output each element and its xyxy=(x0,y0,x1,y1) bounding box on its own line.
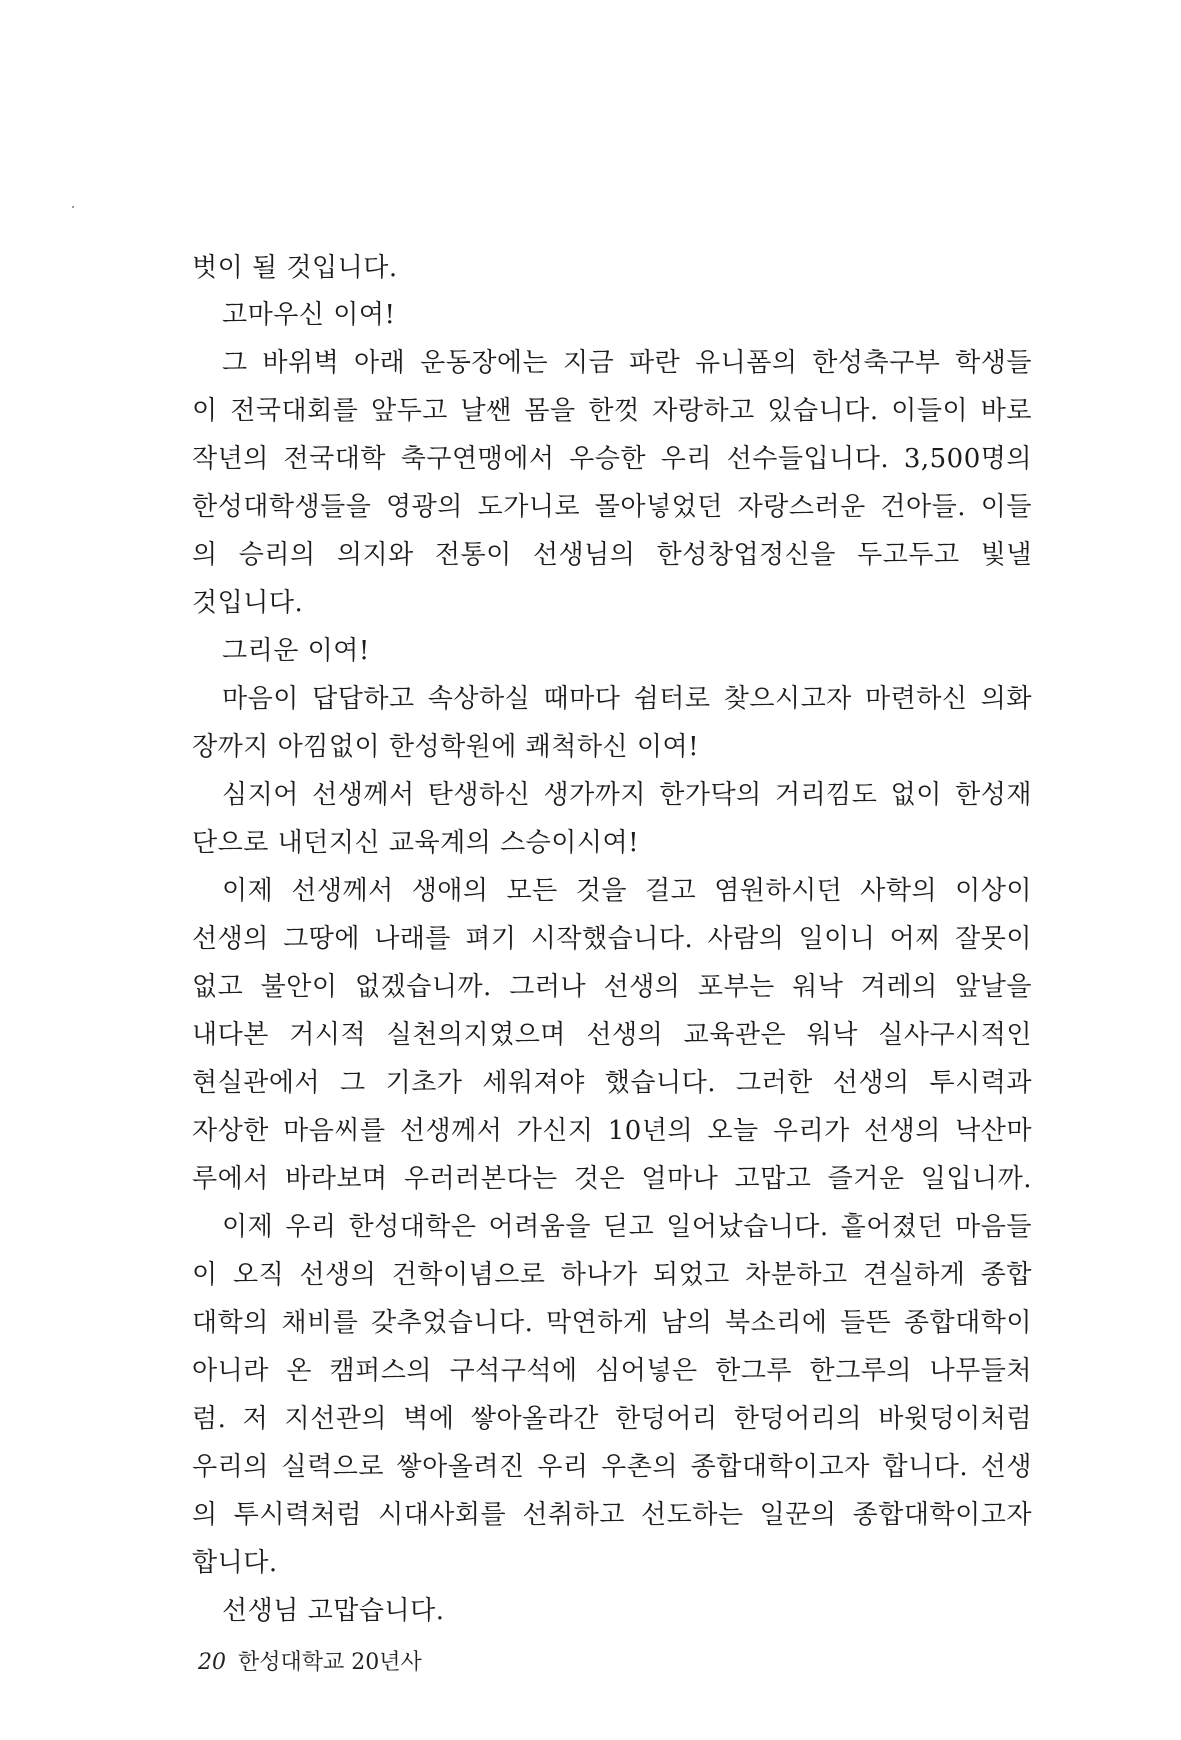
text-line: 합니다. xyxy=(192,1548,278,1578)
text-line: 없고 불안이 없겠습니까. 그러나 선생의 포부는 워낙 겨레의 앞날을 xyxy=(192,972,1032,1002)
text-line: 그 바위벽 아래 운동장에는 지금 파란 유니폼의 한성축구부 학생들 xyxy=(222,348,1032,378)
text-line: 이제 우리 한성대학은 어려움을 딛고 일어났습니다. 흩어졌던 마음들 xyxy=(222,1212,1032,1242)
text-line: 그리운 이여! xyxy=(222,636,370,666)
text-line: 작년의 전국대학 축구연맹에서 우승한 우리 선수들입니다. 3,500명의 xyxy=(192,444,1032,474)
text-line: 이제 선생께서 생애의 모든 것을 걸고 염원하시던 사학의 이상이 xyxy=(222,876,1032,906)
text-line: 것입니다. xyxy=(192,588,304,618)
text-line: 현실관에서 그 기초가 세워져야 했습니다. 그러한 선생의 투시력과 xyxy=(192,1068,1032,1098)
text-line: 대학의 채비를 갖추었습니다. 막연하게 남의 북소리에 들뜬 종합대학이 xyxy=(192,1308,1032,1338)
text-line: 심지어 선생께서 탄생하신 생가까지 한가닥의 거리낌도 없이 한성재 xyxy=(222,780,1032,810)
text-line: 단으로 내던지신 교육계의 스승이시여! xyxy=(192,828,640,858)
text-line: 마음이 답답하고 속상하실 때마다 쉼터로 찾으시고자 마련하신 의화 xyxy=(222,684,1032,714)
text-line: 벗이 될 것입니다. xyxy=(192,253,398,283)
text-line: 고마우신 이여! xyxy=(222,300,396,330)
text-line: 장까지 아낌없이 한성학원에 쾌척하신 이여! xyxy=(192,732,700,762)
text-line: 한성대학생들을 영광의 도가니로 몰아넣었던 자랑스러운 건아들. 이들 xyxy=(192,492,1032,522)
page-footer xyxy=(198,1648,422,1678)
text-line: 이 오직 선생의 건학이념으로 하나가 되었고 차분하고 견실하게 종합 xyxy=(192,1260,1032,1290)
text-line: 럼. 저 지선관의 벽에 쌓아올라간 한덩어리 한덩어리의 바윗덩이처럼 xyxy=(192,1404,1032,1434)
text-line: 내다본 거시적 실천의지였으며 선생의 교육관은 워낙 실사구시적인 xyxy=(192,1020,1032,1050)
text-line: 선생님 고맙습니다. xyxy=(222,1596,445,1626)
text-line: 의 투시력처럼 시대사회를 선취하고 선도하는 일꾼의 종합대학이고자 xyxy=(192,1500,1032,1530)
text-line: 루에서 바라보며 우러러본다는 것은 얼마나 고맙고 즐거운 일입니까. xyxy=(192,1164,1032,1194)
text-line: 아니라 온 캠퍼스의 구석구석에 심어넣은 한그루 한그루의 나무들처 xyxy=(192,1356,1032,1386)
book-title: 한성대학교 20년사 xyxy=(238,1650,422,1675)
scan-speck xyxy=(72,206,74,208)
text-line: 의 승리의 의지와 전통이 선생님의 한성창업정신을 두고두고 빛낼 xyxy=(192,540,1032,570)
text-line: 선생의 그땅에 나래를 펴기 시작했습니다. 사람의 일이니 어찌 잘못이 xyxy=(192,924,1032,954)
text-line: 우리의 실력으로 쌓아올려진 우리 우촌의 종합대학이고자 합니다. 선생 xyxy=(192,1452,1032,1482)
page-number: 20 xyxy=(198,1650,226,1675)
text-line: 이 전국대회를 앞두고 날쌘 몸을 한껏 자랑하고 있습니다. 이들이 바로 xyxy=(192,396,1032,426)
text-line: 자상한 마음씨를 선생께서 가신지 10년의 오늘 우리가 선생의 낙산마 xyxy=(192,1116,1032,1146)
